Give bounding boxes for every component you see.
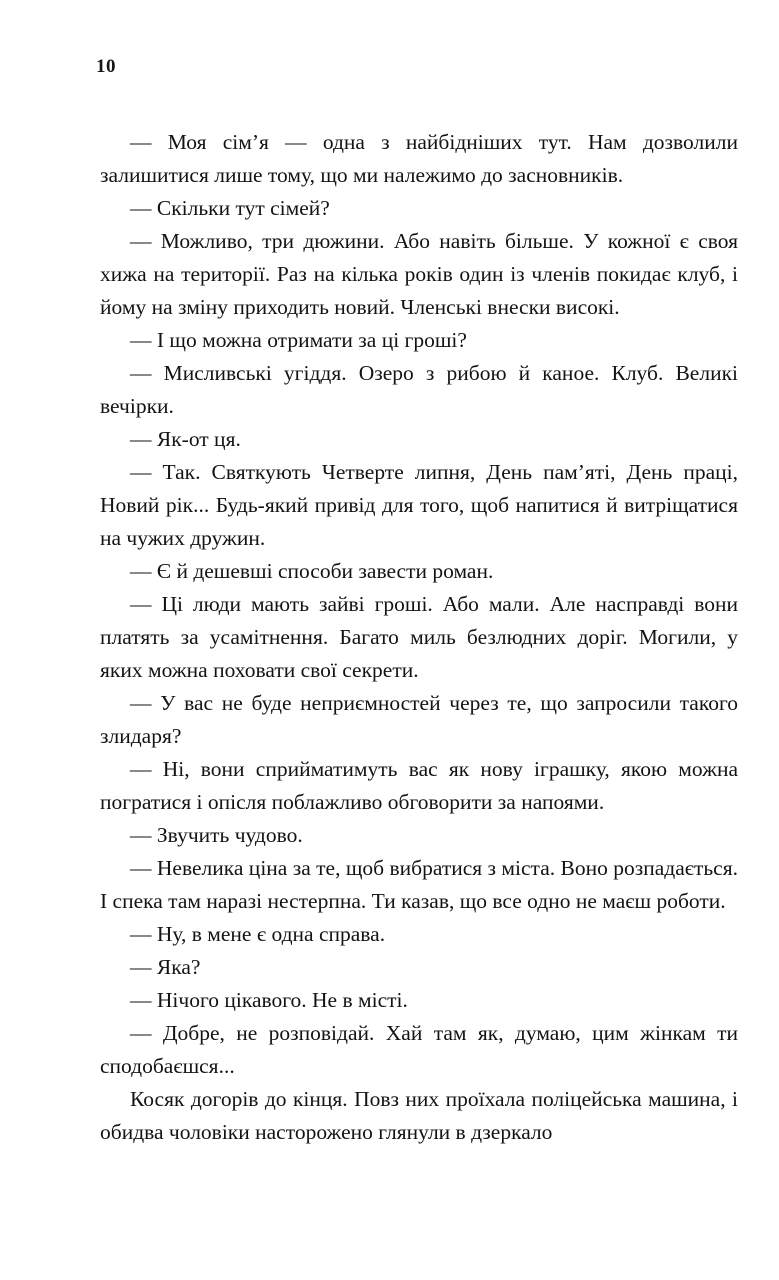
- paragraph: — Невелика ціна за те, щоб вибратися з міста. Воно розпадається. І спека там наразі нестерпна. Ти казав, що все одно не маєш роботи.: [100, 856, 738, 913]
- paragraph: Косяк догорів до кінця. Повз них проїхала поліцейська машина, і обидва чоловіки насторожено глянули в дзеркало: [100, 1087, 738, 1144]
- paragraph: — Ці люди мають зайві гроші. Або мали. Але насправді вони платять за усамітнення. Багато миль безлюдних доріг. Могили, у яких можна поховати свої секрети.: [100, 592, 738, 682]
- paragraph: — У вас не буде неприємностей через те, що запросили такого злидаря?: [100, 691, 738, 748]
- paragraph: — Моя сім’я — одна з найбідніших тут. Нам дозволили залишитися лише тому, що ми належимо до засновників.: [100, 130, 738, 187]
- paragraph: — Добре, не розповідай. Хай там як, думаю, цим жінкам ти сподобаєшся...: [100, 1021, 738, 1078]
- paragraph: — Нічого цікавого. Не в місті.: [130, 988, 408, 1012]
- paragraph: — Можливо, три дюжини. Або навіть більше. У кожної є своя хижа на території. Раз на кілька років один із членів покидає клуб, і йому на зміну приходить новий. Членські внески високі.: [100, 229, 738, 319]
- paragraph: — Мисливські угіддя. Озеро з рибою й каное. Клуб. Великі вечірки.: [100, 361, 738, 418]
- page-number: 10: [96, 56, 116, 77]
- paragraph: — Яка?: [130, 955, 201, 979]
- paragraph: — Звучить чудово.: [130, 823, 303, 847]
- paragraph: — Скільки тут сімей?: [130, 196, 330, 220]
- paragraph: — І що можна отримати за ці гроші?: [130, 328, 467, 352]
- paragraph: — Є й дешевші способи завести роман.: [130, 559, 494, 583]
- text-block: [100, 126, 738, 1149]
- paragraph: — Так. Святкують Четверте липня, День пам’яті, День праці, Новий рік... Будь-який привід для того, щоб напитися й витріщатися на чужих дружин.: [100, 460, 738, 550]
- paragraph: — Ну, в мене є одна справа.: [130, 922, 386, 946]
- paragraph: — Ні, вони сприйматимуть вас як нову іграшку, якою можна погратися і опісля поблажливо обговорити за напоями.: [100, 757, 738, 814]
- paragraph: — Як-от ця.: [130, 427, 241, 451]
